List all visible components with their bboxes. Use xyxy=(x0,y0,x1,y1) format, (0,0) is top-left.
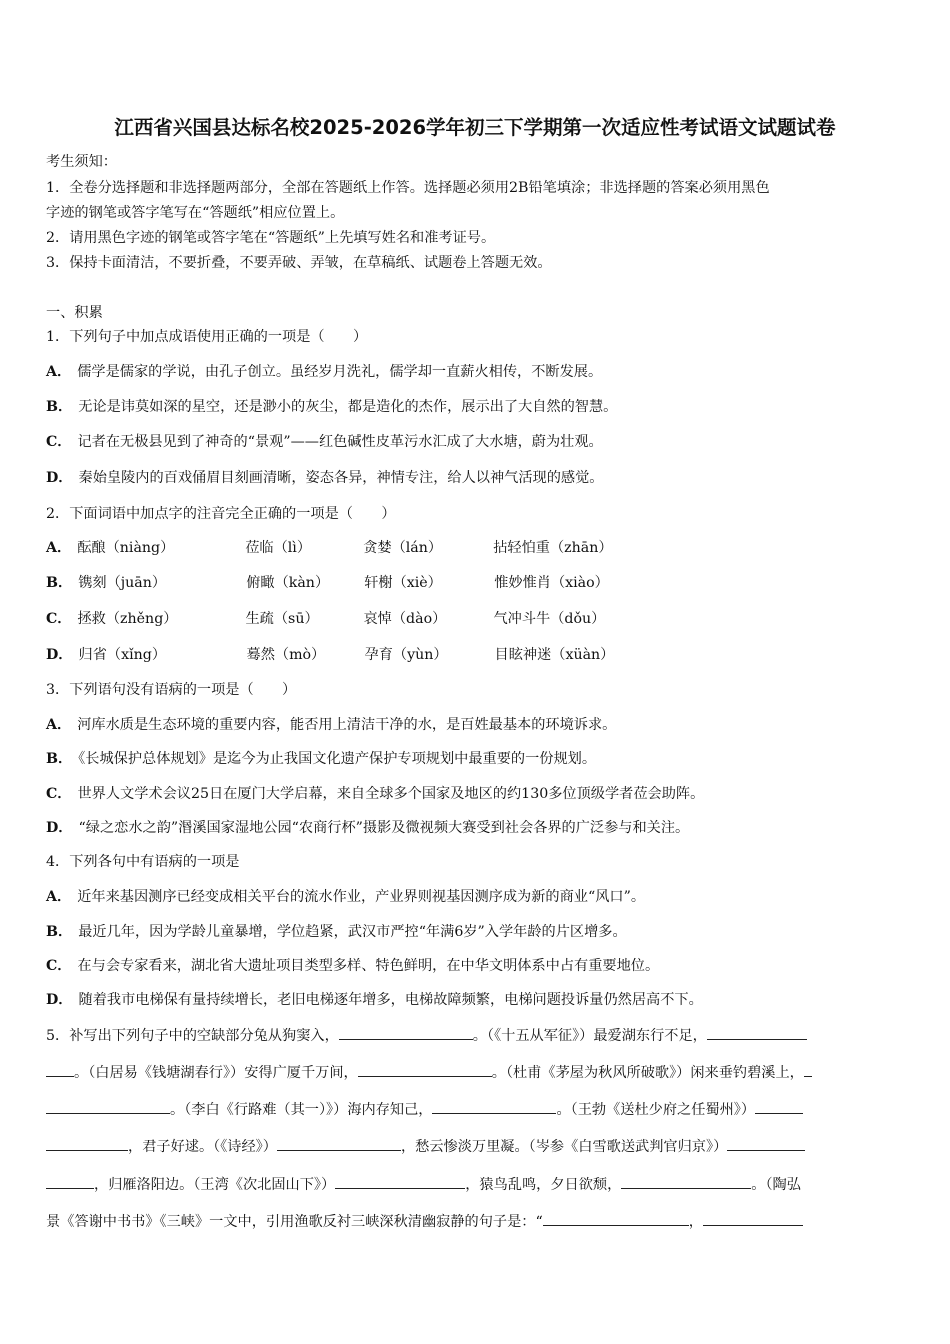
q2-option-d xyxy=(46,645,906,665)
option-label: D． xyxy=(46,820,73,836)
option-label: D． xyxy=(46,992,73,1008)
answer-blank[interactable] xyxy=(755,1099,803,1114)
q5-line-4 xyxy=(46,1136,906,1157)
answer-blank[interactable] xyxy=(358,1062,492,1077)
option-word: 气冲斗牛（dǒu） xyxy=(493,611,606,627)
answer-blank[interactable] xyxy=(804,1062,812,1077)
option-word: 哀悼（dào） xyxy=(363,611,447,627)
option-word: 酝酿（niàng） xyxy=(77,540,175,556)
q3-option-d xyxy=(46,818,906,838)
q5-line-2 xyxy=(46,1062,906,1083)
answer-blank[interactable] xyxy=(621,1174,751,1189)
q5-text: 。（李白《行路难（其一）》）海内存知己， xyxy=(170,1102,433,1118)
q5-text: ，猿鸟乱鸣，夕日欲颓， xyxy=(465,1177,622,1193)
option-text: 儒学是儒家的学说，由孔子创立。虽经岁月洗礼，儒学却一直薪火相传，不断发展。 xyxy=(77,364,603,380)
answer-blank[interactable] xyxy=(335,1174,465,1189)
q5-line-6 xyxy=(46,1211,906,1232)
option-text: 在与会专家看来，湖北省大遗址项目类型多样、特色鲜明，在中华文明体系中占有重要地位。 xyxy=(77,958,660,974)
option-word: 目眩神迷（xüàn） xyxy=(494,647,615,663)
q1-option-c xyxy=(46,432,906,452)
option-label: A． xyxy=(46,364,72,380)
q1-option-d xyxy=(46,468,906,488)
option-text: 河库水质是生态环境的重要内容，能否用上清洁干净的水，是百姓最基本的环境诉求。 xyxy=(77,717,617,733)
option-word: 蓦然（mò） xyxy=(246,647,326,663)
q5-line-5 xyxy=(46,1174,906,1195)
answer-blank[interactable] xyxy=(432,1099,556,1114)
option-label: A． xyxy=(46,540,72,556)
q5-text: ，君子好逑。（《诗经》） xyxy=(128,1139,277,1155)
option-word: 拯救（zhěng） xyxy=(77,611,178,627)
notice-line-2: 2．请用黑色字迹的钢笔或答字笔在“答题纸”上先填写姓名和准考证号。 xyxy=(46,230,496,246)
option-text: 无论是讳莫如深的星空，还是渺小的灰尘，都是造化的杰作，展示出了大自然的智慧。 xyxy=(78,399,618,415)
answer-blank[interactable] xyxy=(339,1025,473,1040)
answer-blank[interactable] xyxy=(727,1136,805,1151)
q5-text: 。（杜甫《茅屋为秋风所破歌》）闲来垂钓碧溪上， xyxy=(491,1065,804,1081)
q5-text: 。（白居易《钱塘湖春行》）安得广厦千万间， xyxy=(74,1065,358,1081)
option-text: 《长城保护总体规划》是迄今为止我国文化遗产保护专项规划中最重要的一份规划。 xyxy=(78,751,597,767)
option-text: 秦始皇陵内的百戏俑眉目刻画清晰，姿态各异，神情专注，给人以神气活现的感觉。 xyxy=(78,470,604,486)
answer-blank[interactable] xyxy=(46,1062,74,1077)
q4-option-b xyxy=(46,922,906,942)
option-word: 轩榭（xiè） xyxy=(364,575,442,591)
option-label: B． xyxy=(46,751,73,767)
option-label: B． xyxy=(46,575,73,591)
q2-option-b xyxy=(46,573,906,593)
q3-option-b xyxy=(46,749,906,769)
option-label: C． xyxy=(46,611,72,627)
q2-stem: 2．下面词语中加点字的注音完全正确的一项是（ ） xyxy=(46,506,396,522)
answer-blank[interactable] xyxy=(277,1136,401,1151)
answer-blank[interactable] xyxy=(703,1211,803,1226)
q1-option-a xyxy=(46,362,906,382)
option-label: C． xyxy=(46,434,72,450)
q3-option-c xyxy=(46,784,906,804)
q1-option-b xyxy=(46,397,906,417)
option-label: B． xyxy=(46,399,73,415)
answer-blank[interactable] xyxy=(46,1136,128,1151)
option-label: C． xyxy=(46,958,72,974)
q5-text: 景《答谢中书书》《三峡》一文中，引用渔歌反衬三峡深秋清幽寂静的句子是：“ xyxy=(46,1214,543,1230)
option-word: 俯瞰（kàn） xyxy=(246,575,330,591)
section-heading: 一、积累 xyxy=(46,305,103,321)
answer-blank[interactable] xyxy=(46,1099,170,1114)
option-text: 近年来基因测序已经变成相关平台的流水作业，产业界则视基因测序成为新的商业“风口”。 xyxy=(77,889,646,905)
exam-title: 江西省兴国县达标名校2025-2026学年初三下学期第一次适应性考试语文试题试卷 xyxy=(114,116,836,139)
q4-option-a xyxy=(46,887,906,907)
answer-blank[interactable] xyxy=(707,1025,807,1040)
option-word: 贪婪（lán） xyxy=(363,540,443,556)
option-label: B． xyxy=(46,924,73,940)
answer-blank[interactable] xyxy=(543,1211,689,1226)
option-text: “绿之恋水之韵”湣溪国家湿地公园“农商行杯”摄影及微视频大赛受到社会各界的广泛参与和关注。 xyxy=(78,820,690,836)
option-text: 世界人文学术会议25日在厦门大学启幕，来自全球多个国家及地区的约130多位顶级学者莅会助阵。 xyxy=(77,786,705,802)
option-label: C． xyxy=(46,786,72,802)
option-text: 随着我市电梯保有量持续增长，老旧电梯逐年增多，电梯故障频繁，电梯问题投诉量仍然居高不下。 xyxy=(78,992,703,1008)
q5-text: ，归雁洛阳边。（王湾《次北固山下》） xyxy=(94,1177,336,1193)
option-label: D． xyxy=(46,647,73,663)
q4-option-c xyxy=(46,956,906,976)
notice-heading: 考生须知： xyxy=(46,154,117,170)
option-text: 记者在无极县见到了神奇的“景观”——红色碱性皮革污水汇成了大水塘，蔚为壮观。 xyxy=(77,434,603,450)
answer-blank[interactable] xyxy=(46,1174,94,1189)
option-word: 孕育（yùn） xyxy=(364,647,448,663)
q5-line-1 xyxy=(46,1025,906,1046)
option-word: 莅临（lì） xyxy=(245,540,312,556)
notice-line-1a: 1．全卷分选择题和非选择题两部分，全部在答题纸上作答。选择题必须用2B铅笔填涂；非选择题的答案必须用黑色 xyxy=(46,180,770,196)
notice-line-1b: 字迹的钢笔或答字笔写在“答题纸”相应位置上。 xyxy=(46,205,345,221)
q5-text: ，愁云惨淡万里凝。（岑参《白雪歌送武判官归京》） xyxy=(400,1139,728,1155)
option-label: A． xyxy=(46,717,72,733)
q5-text: 。（陶弘 xyxy=(751,1177,801,1193)
q2-option-c xyxy=(46,609,906,629)
q5-text: ， xyxy=(688,1214,703,1230)
option-word: 归省（xǐng） xyxy=(78,647,167,663)
q5-text: 5．补写出下列句子中的空缺部分兔从狗窦入， xyxy=(46,1028,339,1044)
option-word: 镌刻（juān） xyxy=(78,575,167,591)
option-label: A． xyxy=(46,889,72,905)
notice-line-3: 3．保持卡面清洁，不要折叠，不要弄破、弄皱，在草稿纸、试题卷上答题无效。 xyxy=(46,255,552,271)
q4-stem: 4．下列各句中有语病的一项是 xyxy=(46,854,240,870)
q4-option-d xyxy=(46,990,906,1010)
option-text: 最近几年，因为学龄儿童暴增，学位趋紧，武汉市严控“年满6岁”入学年龄的片区增多。 xyxy=(78,924,627,940)
option-word: 惟妙惟肖（xiào） xyxy=(494,575,609,591)
option-word: 生疏（sū） xyxy=(245,611,319,627)
q3-stem: 3．下列语句没有语病的一项是（ ） xyxy=(46,682,297,698)
q5-line-3 xyxy=(46,1099,906,1120)
q1-stem: 1．下列句子中加点成语使用正确的一项是（ ） xyxy=(46,329,368,345)
q5-text: 。（王勃《送杜少府之任蜀州》） xyxy=(556,1102,756,1118)
q2-option-a xyxy=(46,538,906,558)
q5-text: 。（《十五从军征》）最爱湖东行不足， xyxy=(472,1028,707,1044)
q3-option-a xyxy=(46,715,906,735)
option-label: D． xyxy=(46,470,73,486)
option-word: 拈轻怕重（zhān） xyxy=(493,540,613,556)
